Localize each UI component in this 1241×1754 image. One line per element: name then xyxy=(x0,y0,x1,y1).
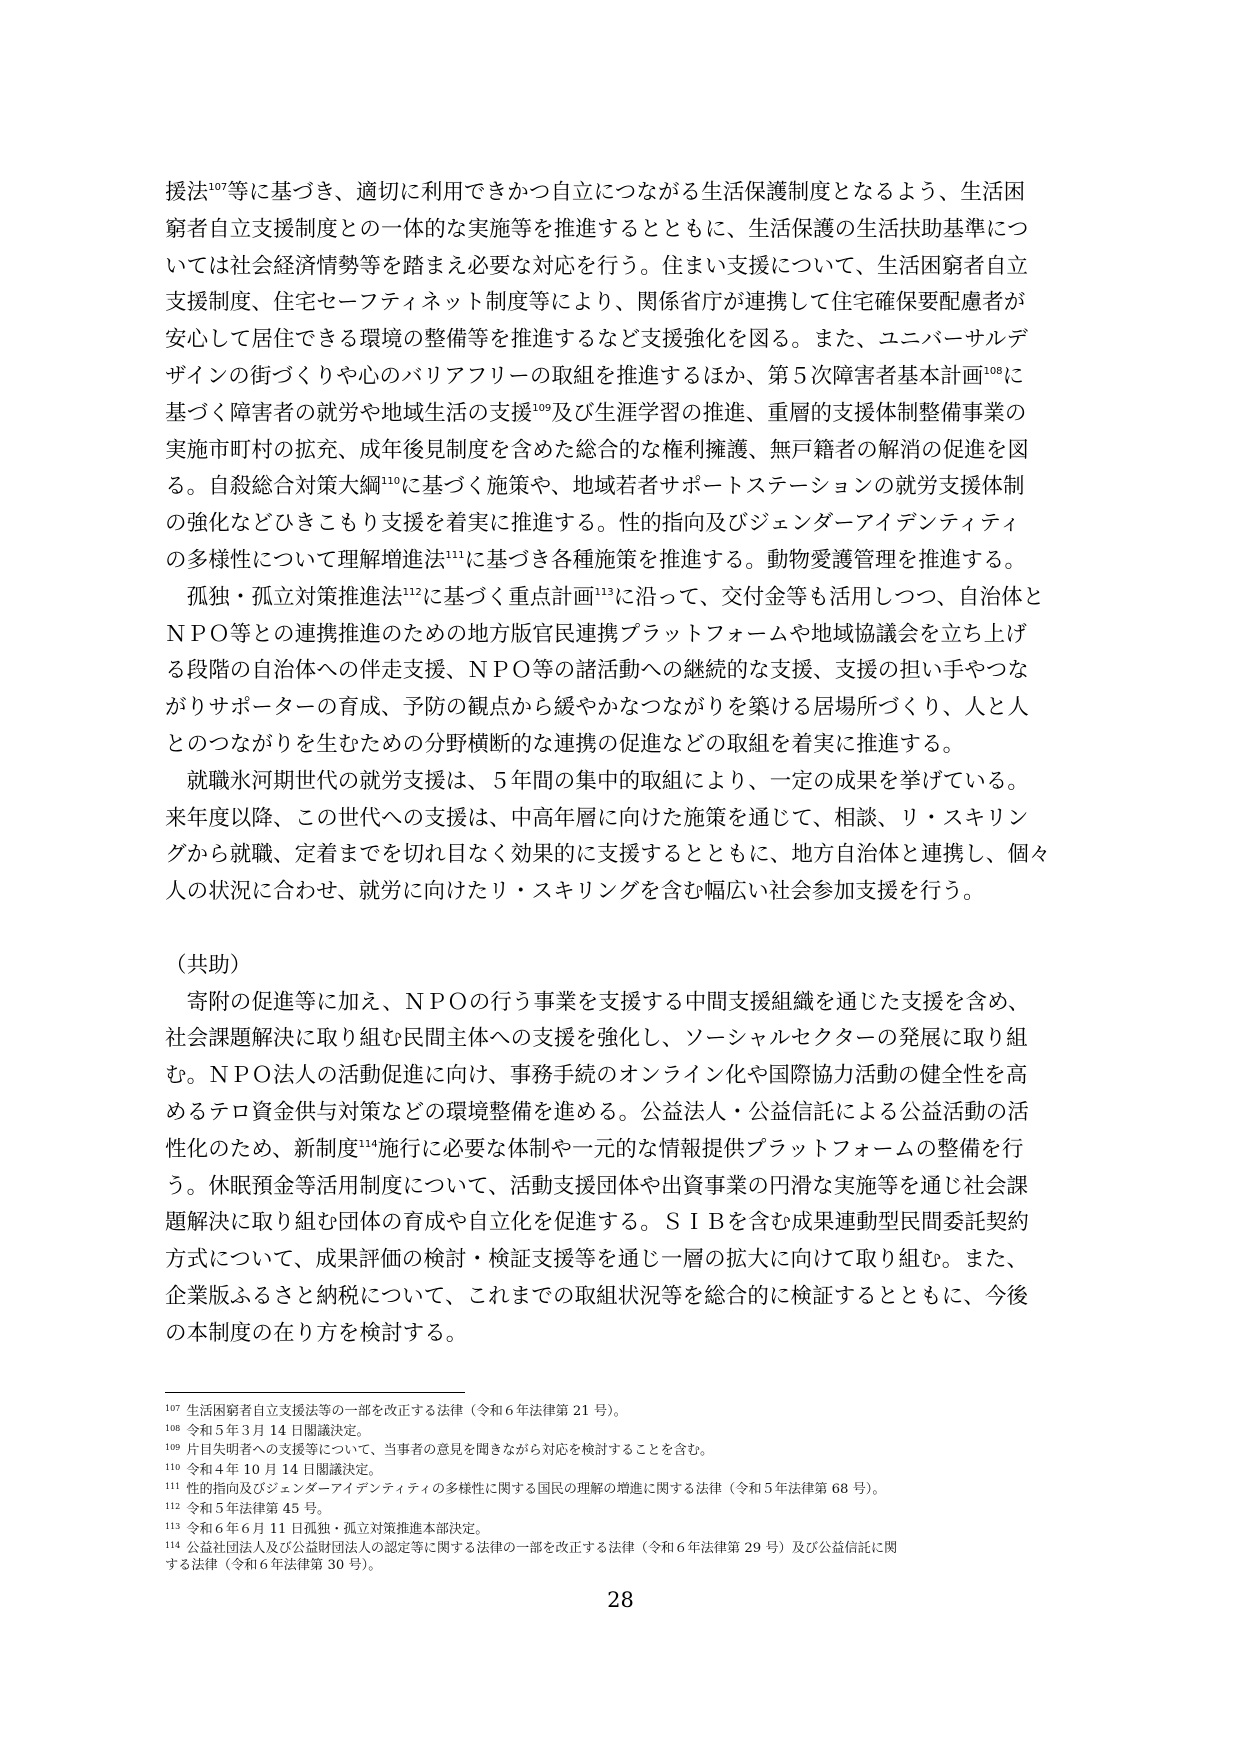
footnote-reference[interactable]: 108 xyxy=(983,365,1003,377)
footnote-reference[interactable]: 109 xyxy=(532,402,552,414)
body-line xyxy=(165,985,1075,1022)
footnote-number: 113 xyxy=(165,1521,181,1531)
body-text-segment: の強化などひきこもり支援を着実に推進する。性的指向及びジェンダーアイデンティティ xyxy=(165,511,1021,537)
footnote-text: 片目失明者への支援等について、当事者の意見を聞きながら対応を検討することを含む。 xyxy=(186,1443,714,1459)
body-text-segment: 窮者自立支援制度との一体的な実施等を推進するとともに、生活保護の生活扶助基準につ xyxy=(165,216,1029,242)
body-text-segment: （共助） xyxy=(165,952,252,978)
body-text-segment: に基づく施策や、地域若者サポートステーションの就労支援体制 xyxy=(400,474,1025,500)
body-line xyxy=(165,1279,1075,1316)
footnote-text: 公益社団法人及び公益財団法人の認定等に関する法律の一部を改正する法律（令和６年法律第 29 号）及び公益信託に関 xyxy=(186,1541,898,1557)
body-line xyxy=(165,690,1075,727)
body-text-segment: 孤独・孤立対策推進法 xyxy=(165,584,403,610)
body-line xyxy=(165,653,1075,690)
footnote-number: 112 xyxy=(165,1501,181,1511)
body-text-segment: 方式について、成果評価の検討・検証支援等を通じ一層の拡大に向けて取り組む。また、 xyxy=(165,1247,1029,1273)
footnote-number: 109 xyxy=(165,1443,181,1453)
footnote-item xyxy=(165,1460,1085,1480)
body-text-segment: 実施市町村の拡充、成年後見制度を含めた総合的な権利擁護、無戸籍者の解消の促進を図 xyxy=(165,437,1030,463)
body-line xyxy=(165,1095,1075,1132)
footnote-text: 生活困窮者自立支援法等の一部を改正する法律（令和６年法律第 21 号）。 xyxy=(186,1404,627,1419)
footnote-text: 令和４年 10 月 14 日閣議決定。 xyxy=(186,1462,382,1478)
body-text-segment: 就職氷河期世代の就労支援は、５年間の集中的取組により、一定の成果を挙げている。 xyxy=(165,768,1030,794)
footnote-item xyxy=(165,1538,1085,1558)
body-line xyxy=(165,212,1075,249)
body-line xyxy=(165,433,1075,470)
footnote-item xyxy=(165,1519,1085,1539)
footnote-item xyxy=(165,1479,1085,1499)
footnote-text: 令和５年法律第 45 号。 xyxy=(186,1501,331,1517)
body-text-segment: の本制度の在り方を検討する。 xyxy=(165,1320,468,1346)
body-line xyxy=(165,175,1075,212)
body-text-segment: 安心して居住できる環境の整備等を推進するなど支援強化を図る。また、ユニバーサルデ xyxy=(165,327,1028,353)
body-text-segment: 社会課題解決に取り組む民間主体への支援を強化し、ソーシャルセクターの発展に取り組 xyxy=(165,1026,1028,1052)
body-text-segment: に xyxy=(1002,363,1025,389)
body-text-segment: る段階の自治体への伴走支援、ＮＰＯ等の諸活動への継続的な支援、支援の担い手やつな xyxy=(165,658,1030,684)
body-text-segment: 基づく障害者の就労や地域生活の支援 xyxy=(165,400,533,426)
footnote-reference[interactable]: 107 xyxy=(208,182,228,193)
body-text-segment: 来年度以降、この世代への支援は、中高年層に向けた施策を通じて、相談、リ・スキリン xyxy=(165,805,1029,831)
body-line xyxy=(165,1058,1075,1095)
footnote-number: 111 xyxy=(165,1482,181,1492)
body-line xyxy=(165,1132,1075,1169)
body-text-segment: る。自殺総合対策大綱 xyxy=(165,474,382,500)
body-line xyxy=(165,1021,1075,1058)
footnote-text: 令和６年６月 11 日孤独・孤立対策推進本部決定。 xyxy=(186,1521,489,1537)
footnote-text: 性的指向及びジェンダーアイデンティティの多様性に関する国民の理解の増進に関する法律（令和５年法律第 68 号）。 xyxy=(186,1482,886,1498)
body-text-segment: 支援制度、住宅セーフティネット制度等により、関係省庁が連携して住宅確保要配慮者が xyxy=(165,290,1026,316)
footnote-reference[interactable]: 110 xyxy=(381,476,401,488)
body-line xyxy=(165,874,1075,911)
body-text-segment: 等に基づき、適切に利用できかつ自立につながる生活保護制度となるよう、生活困 xyxy=(227,180,1026,205)
body-line xyxy=(165,801,1075,838)
footnote-item xyxy=(165,1421,1085,1441)
body-text-segment: に基づき各種施策を推進する。動物愛護管理を推進する。 xyxy=(464,547,1027,573)
body-line xyxy=(165,837,1075,874)
body-text-segment: いては社会経済情勢等を踏まえ必要な対応を行う。住まい支援について、生活困窮者自立 xyxy=(165,253,1029,279)
body-line xyxy=(165,1242,1075,1279)
body-text xyxy=(165,175,1075,1353)
body-line xyxy=(165,764,1075,801)
body-line xyxy=(165,1169,1075,1206)
footnote-number: 107 xyxy=(165,1404,181,1413)
body-text-segment: 及び生涯学習の推進、重層的支援体制整備事業の xyxy=(551,400,1027,426)
body-line xyxy=(165,249,1075,286)
body-text-segment: グから就職、定着までを切れ目なく効果的に支援するとともに、地方自治体と連携し、個々 xyxy=(165,842,1051,868)
footnote-item xyxy=(165,1401,1085,1421)
body-line xyxy=(165,617,1075,654)
footnote-number: 114 xyxy=(165,1541,181,1551)
body-line xyxy=(165,948,1075,985)
body-line xyxy=(165,543,1075,580)
body-text-segment: う。休眠預金等活用制度について、活動支援団体や出資事業の円滑な実施等を通じ社会課 xyxy=(165,1173,1029,1199)
body-line xyxy=(165,359,1075,396)
footnote-continuation: する法律（令和６年法律第 30 号）。 xyxy=(165,1557,382,1573)
body-line xyxy=(165,285,1075,322)
page-number: 28 xyxy=(607,1588,634,1612)
footnote-separator xyxy=(165,1392,465,1393)
body-line xyxy=(165,1205,1075,1242)
body-text-segment: がりサポーターの育成、予防の観点から緩やかなつながりを築ける居場所づくり、人と人 xyxy=(165,695,1030,721)
footnote-text: 令和５年３月 14 日閣議決定。 xyxy=(186,1423,370,1439)
body-text-segment: 人の状況に合わせ、就労に向けたリ・スキリングを含む幅広い社会参加支援を行う。 xyxy=(165,879,985,905)
footnote-number: 108 xyxy=(165,1423,181,1433)
body-line xyxy=(165,396,1075,433)
footnote-number: 110 xyxy=(165,1462,181,1472)
body-text-segment: めるテロ資金供与対策などの環境整備を進める。公益法人・公益信託による公益活動の活 xyxy=(165,1099,1030,1125)
body-line xyxy=(165,580,1075,617)
footnote-item xyxy=(165,1499,1085,1519)
footnote-reference[interactable]: 113 xyxy=(594,586,614,598)
body-text-segment: の多様性について理解増進法 xyxy=(165,547,446,573)
body-text-segment: 施行に必要な体制や一元的な情報提供プラットフォームの整備を行 xyxy=(377,1136,1024,1162)
body-text-segment: 性化のため、新制度 xyxy=(165,1136,359,1162)
body-text-segment: に沿って、交付金等も活用しつつ、自治体と xyxy=(613,584,1045,610)
body-line xyxy=(165,322,1075,359)
paragraph-gap xyxy=(165,911,1075,948)
footnotes xyxy=(165,1401,1085,1574)
body-text-segment: 援法 xyxy=(165,180,209,205)
footnote-reference[interactable]: 111 xyxy=(445,549,465,561)
body-line xyxy=(165,727,1075,764)
body-text-segment: ＮＰＯ等との連携推進のための地方版官民連携プラットフォームや地域協議会を立ち上げ xyxy=(165,621,1027,647)
body-text-segment: 企業版ふるさと納税について、これまでの取組状況等を総合的に検証するとともに、今後 xyxy=(165,1283,1029,1309)
body-line xyxy=(165,506,1075,543)
body-line xyxy=(165,469,1075,506)
body-text-segment: に基づく重点計画 xyxy=(421,584,595,610)
body-text-segment: ザインの街づくりや心のバリアフリーの取組を推進するほか、第５次障害者基本計画 xyxy=(165,363,984,389)
body-line xyxy=(165,1316,1075,1353)
footnote-reference[interactable]: 114 xyxy=(358,1138,378,1150)
body-text-segment: む。ＮＰＯ法人の活動促進に向け、事務手続のオンライン化や国際協力活動の健全性を高 xyxy=(165,1063,1028,1089)
footnote-item xyxy=(165,1440,1085,1460)
body-text-segment: とのつながりを生むための分野横断的な連携の促進などの取組を着実に推進する。 xyxy=(165,731,965,757)
body-text-segment: 題解決に取り組む団体の育成や自立化を促進する。ＳＩＢを含む成果連動型民間委託契約 xyxy=(165,1210,1030,1236)
footnote-reference[interactable]: 112 xyxy=(402,586,422,598)
body-text-segment: 寄附の促進等に加え、ＮＰＯの行う事業を支援する中間支援組織を通じた支援を含め、 xyxy=(165,989,1030,1015)
